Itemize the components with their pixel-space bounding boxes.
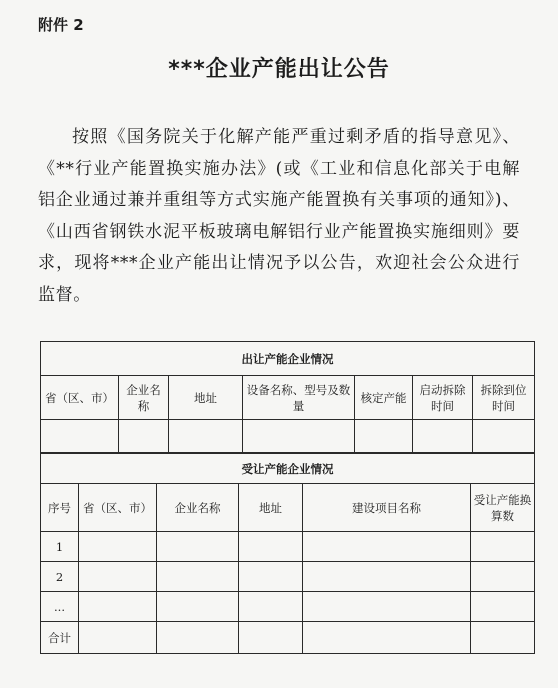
announcement-paragraph: 按照《国务院关于化解产能严重过剩矛盾的指导意见》、《**行业产能置换实施办法》(或《工业和信息化部关于电解铝企业通过兼并重组等方式实施产能置换有关事项的通知》)、《山西省钢铁水泥平板玻璃电解铝行业产能置换实施细则》要求，现将***企业产能出让情况予以公告，欢迎社会公众进行监督。 [38,127,520,305]
table-cell [243,420,355,453]
table-cell [169,420,243,453]
table-cell [239,592,303,622]
table-cell [303,622,471,654]
table-cell [79,592,157,622]
outgoing-header-equipment: 设备名称、型号及数量 [243,376,355,420]
table-cell [471,562,535,592]
outgoing-section-title: 出让产能企业情况 [41,342,535,376]
table-row [41,622,535,654]
incoming-header-project: 建设项目名称 [303,484,471,532]
table-cell [473,420,535,453]
outgoing-header-company: 企业名称 [119,376,169,420]
table-cell [303,592,471,622]
row-index: ... [41,592,79,622]
incoming-header-converted-capacity: 受让产能换算数 [471,484,535,532]
outgoing-header-capacity: 核定产能 [355,376,413,420]
table-cell [157,622,239,654]
outgoing-header-demolition-complete: 拆除到位时间 [473,376,535,420]
table-row [41,592,535,622]
document-title: ***企业产能出让公告 [168,57,390,82]
table-cell [239,622,303,654]
table-cell [471,622,535,654]
outgoing-capacity-table [40,341,535,453]
outgoing-header-address: 地址 [169,376,243,420]
table-row [41,562,535,592]
table-cell [119,420,169,453]
table-cell [239,532,303,562]
row-total-label: 合计 [41,622,79,654]
table-cell [79,622,157,654]
table-cell [157,592,239,622]
table-cell [79,532,157,562]
table-cell [471,532,535,562]
incoming-header-index: 序号 [41,484,79,532]
row-index: 2 [41,562,79,592]
outgoing-header-province: 省（区、市） [41,376,119,420]
table-cell [79,562,157,592]
attachment-label: 附件 2 [38,16,84,34]
incoming-section-title: 受让产能企业情况 [41,454,535,484]
table-cell [355,420,413,453]
row-index: 1 [41,532,79,562]
table-cell [157,562,239,592]
incoming-capacity-table [40,453,535,654]
table-cell [303,562,471,592]
table-cell [471,592,535,622]
table-row [41,532,535,562]
table-cell [157,532,239,562]
incoming-header-address: 地址 [239,484,303,532]
table-cell [413,420,473,453]
table-cell [41,420,119,453]
table-cell [303,532,471,562]
incoming-header-company: 企业名称 [157,484,239,532]
table-cell [239,562,303,592]
outgoing-header-demolition-start: 启动拆除时间 [413,376,473,420]
incoming-header-province: 省（区、市） [79,484,157,532]
